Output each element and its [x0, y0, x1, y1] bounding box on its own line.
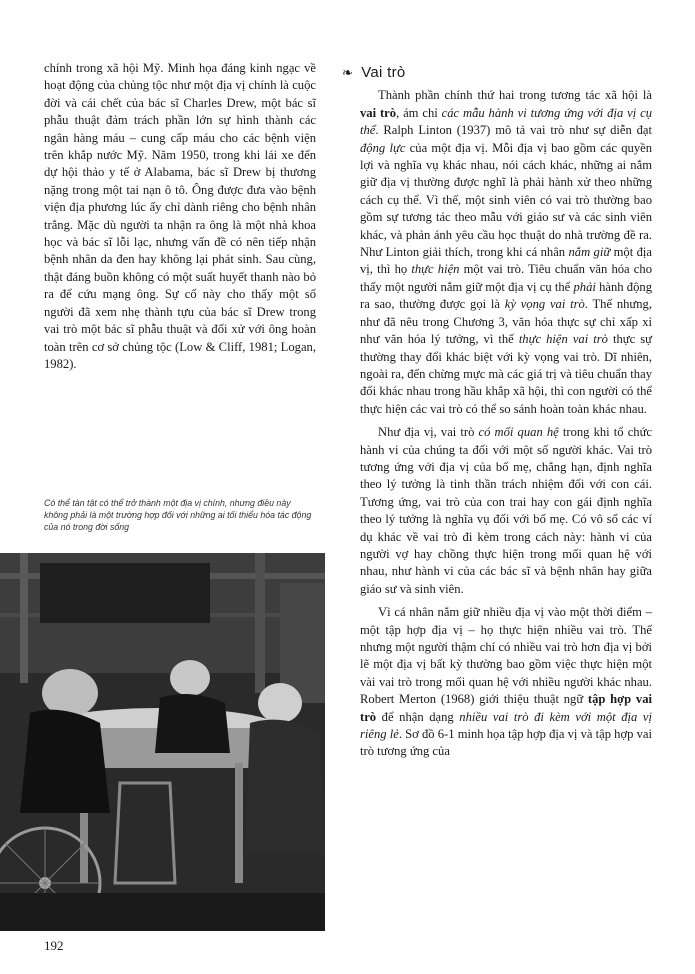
right-paragraph-3: Vì cá nhân nắm giữ nhiều địa vị vào một thời điểm – một tập hợp địa vị – họ thực hiện nhiều vai trò. Thế nhưng một người thậm chí có nhiều vai trò hơn địa vị bởi lẽ một địa vị bất kỳ thường bao gồm việc thực hiện một vài vai trò trong mối quan hệ với nhiều người khác nhau. Robert Merton (1968) giới thiệu thuật ngữ tập hợp vai trò để nhận dạng nhiều vai trò đi kèm với một địa vị riêng lẻ. Sơ đồ 6-1 minh họa tập hợp địa vị và tập hợp vai trò tương ứng của — [360, 605, 652, 759]
right-paragraph-1: Thành phần chính thứ hai trong tương tác xã hội là vai trò, ám chỉ các mẫu hành vi tương ứng với địa vị cụ thể. Ralph Linton (1937) mô tả vai trò như sự diễn đạt động lực của một địa vị. Mỗi địa vị bao gồm các quyền lợi và nghĩa vụ khác nhau, nói cách khác, những ai nắm giữ địa vị thường được nghĩ là phải hành xử theo những cách cụ thể. Vì thế, một sinh viên có vai trò thường bao gồm sự tương tác theo mẫu với giáo sư và các sinh viên khác, và phản ánh yêu cầu học thuật do nhà trường đề ra. Như Linton giải thích, trong khi cá nhân nắm giữ một địa vị, thì họ thực hiện một vai trò. Tiêu chuẩn văn hóa cho thấy một người nắm giữ một địa vị cụ thể phải hành động ra sao, thường được gọi là kỳ vọng vai trò. Thế nhưng, như đã nêu trong Chương 3, văn hóa thực sự chỉ xấp xỉ như văn hóa lý tưởng, vì thế thực hiện vai trò thực sự thường thay đổi khác biệt với kỳ vọng vai trò. Dĩ nhiên, ngoài ra, đến chừng mực mà các giá trị và tiêu chuẩn thay đổi khác nhau trong hầu khắp xã hội, thì con người có thể thực hiện các vai trò có thể so sánh hoàn toàn khác nhau. — [360, 88, 653, 416]
photo-old-men-at-table — [0, 553, 325, 931]
page-number: 192 — [44, 938, 64, 953]
left-paragraph-1: chính trong xã hội Mỹ. Minh họa đáng kinh ngạc về hoạt động của chủng tộc như một địa vị chính là cuộc đời và cái chết của bác sĩ Charles Drew, một bác sĩ phẫu thuật đảm trách phần lớn sự hình thành các ngân hàng máu – cung cấp máu cho các bệnh viện trên khắp nước Mỹ. Năm 1950, trong khi lái xe đến dự hội thảo y tế ở Alabama, bác sĩ Drew bị thương nặng trong một tai nạn ô tô. Ông được đưa vào bệnh viện địa phương lúc ấy chỉ dành riêng cho bệnh nhân trắng. Mặc dù người ta nhận ra ông là một nhà khoa học và bác sĩ lỗi lạc, nhưng vấn đề có nên tiếp nhận bệnh nhân da đen hay không lại phát sinh. Sau cùng, thật đáng buồn không có một suất huyết thanh nào bỏ ra để cứu mạng ông. Sự cố này cho thấy một số người đã xem nhẹ thành tựu của bác sĩ Drew trong vai trò một bác sĩ phẫu thuật và đối xử với ông hoàn toàn trên cơ sở chủng tộc (Low & Cliff, 1981; Logan, 1982). — [44, 61, 316, 371]
section-heading-title: Vai trò — [361, 64, 406, 81]
leaf-bullet-icon: ❧ — [342, 65, 354, 80]
photo-illustration — [0, 553, 325, 931]
right-paragraph-2: Như địa vị, vai trò có mối quan hệ trong khi tổ chức hành vi của chúng ta đối với một số người khác. Vai trò tương ứng với địa vị của bố mẹ, chẳng hạn, định nghĩa theo lý tưởng là tinh thần trách nhiệm đối với con cái. Tương ứng, vai trò của con trai hay con gái định nghĩa theo lý tưởng là nghĩa vụ đối với bố mẹ. Có vô số các ví dụ khác về vai trò đi kèm trong cách này: hành vi của người vợ hay chồng thực hiện trong mối quan hệ với nhau, như hành vi của các bác sĩ và bệnh nhân hay giữa giáo sư và sinh viên. — [360, 425, 653, 596]
left-column — [44, 60, 316, 379]
photo-caption: Có thể tàn tật có thể trở thành một địa vị chính, nhưng điều này không phải là một trường hợp đối với những ai tối thiểu hóa tác động của nó trong đời sống — [44, 498, 312, 532]
section-heading — [342, 64, 652, 81]
right-column — [342, 64, 653, 767]
